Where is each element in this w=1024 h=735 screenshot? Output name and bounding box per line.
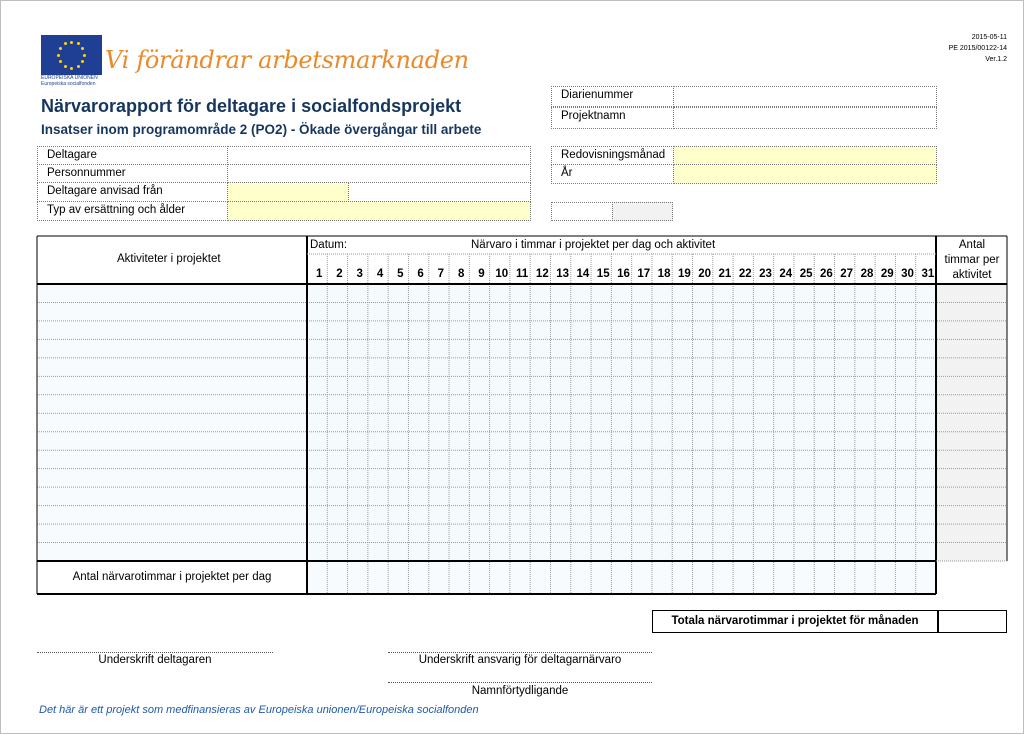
diarienummer-label: Diarienummer [551,86,674,107]
day-number-25: 25 [799,268,813,280]
participant-signature-label: Underskrift deltagaren [98,654,212,666]
projektnamn-label: Projektnamn [551,107,674,129]
eu-star-icon [77,65,80,68]
projektnamn-input[interactable] [673,107,937,129]
document-date: 2015-05-11 [971,34,1007,41]
day-number-14: 14 [576,268,590,280]
day-number-22: 22 [738,268,752,280]
day-number-9: 9 [478,268,485,280]
responsible-signature-line[interactable] [388,652,652,653]
redovisningsmanad-label: Redovisningsmånad [551,146,674,165]
day-number-12: 12 [535,268,549,280]
day-number-18: 18 [657,268,671,280]
total-header-line3: aktivitet [952,269,992,281]
ar-input[interactable] [673,164,937,184]
deltagare-input[interactable] [227,146,531,165]
day-number-16: 16 [617,268,630,280]
eu-star-icon [77,42,80,45]
day-number-17: 17 [637,268,651,280]
page-subtitle: Insatser inom programområde 2 (PO2) - Ökade övergångar till arbete [41,122,482,137]
day-number-11: 11 [515,268,529,280]
extra-field-b[interactable] [612,202,673,221]
day-cells-bg [307,284,936,561]
day-number-21: 21 [718,268,732,280]
day-number-3: 3 [356,268,363,280]
day-number-30: 30 [901,268,914,280]
eu-star-icon [70,41,73,44]
anvisad-label: Deltagare anvisad från [37,182,228,202]
day-number-6: 6 [417,268,424,280]
eu-star-icon [70,67,73,70]
eu-caption-fund: Europeiska socialfonden [41,81,96,87]
ersattning-input[interactable] [227,201,531,221]
responsible-signature-label: Underskrift ansvarig för deltagarnärvaro [418,654,622,666]
sum-row-bg [307,561,936,594]
ersattning-label: Typ av ersättning och ålder [37,201,228,221]
eu-logo-caption [41,75,98,87]
diarienummer-input[interactable] [673,86,937,107]
ar-label: År [551,164,674,184]
anvisad-input[interactable] [227,182,349,202]
sum-row-label: Antal närvarotimmar i projektet per dag [72,571,272,583]
total-header-line2: timmar per [944,254,1000,266]
activity-column-bg [37,284,307,561]
eu-star-icon [81,47,84,50]
personnummer-label: Personnummer [37,164,228,183]
eu-caption-union: EUROPEISKA UNIONEN [41,75,98,81]
participant-signature-line[interactable] [37,652,273,653]
eu-star-icon [57,54,60,57]
day-number-13: 13 [556,268,570,280]
presence-header: Närvaro i timmar i projektet per dag och aktivitet [471,239,716,251]
day-number-2: 2 [336,268,343,280]
extra-field-a[interactable] [551,202,613,221]
day-number-7: 7 [437,268,445,280]
day-number-15: 15 [596,268,610,280]
name-clarification-label: Namnförtydligande [471,685,569,697]
total-header-line1: Antal [958,239,986,251]
total-column-bg [936,284,1007,561]
name-clarification-line[interactable] [388,682,652,683]
activities-header: Aktiviteter i projektet [117,253,221,265]
anvisad-extra[interactable] [348,182,531,202]
deltagare-label: Deltagare [37,146,228,165]
day-number-26: 26 [819,268,833,280]
eu-star-icon [81,60,84,63]
day-number-29: 29 [880,268,894,280]
day-number-23: 23 [759,268,772,280]
slogan: Vi förändrar arbetsmarknaden [105,46,469,74]
day-number-31: 31 [921,268,935,280]
datum-label: Datum: [310,239,348,251]
redovisningsmanad-input[interactable] [673,146,937,165]
page-title: Närvarorapport för deltagare i socialfondsprojekt [41,96,462,116]
month-total-value[interactable] [937,610,1007,633]
day-number-19: 19 [677,268,691,280]
day-number-8: 8 [457,268,465,280]
day-number-20: 20 [698,268,712,280]
day-number-27: 27 [840,268,854,280]
day-number-1: 1 [315,268,323,280]
day-number-28: 28 [860,268,874,280]
cofinancing-footer: Det här är ett projekt som medfinansieras av Europeiska unionen/Europeiska socialfonden [39,704,479,716]
eu-star-icon [64,42,67,45]
document-reference: PE 2015/00122-14 [948,45,1007,52]
day-number-5: 5 [397,268,404,280]
personnummer-input[interactable] [227,164,531,183]
day-number-4: 4 [376,268,384,280]
eu-flag-icon [41,35,102,75]
day-number-24: 24 [779,268,793,280]
day-number-10: 10 [495,268,509,280]
document-version: Ver.1.2 [985,56,1007,63]
eu-star-icon [83,54,86,57]
eu-star-icon [64,65,67,68]
eu-star-icon [59,47,62,50]
total-per-activity-header [938,238,1006,283]
document-meta [949,32,1007,65]
month-total-label: Totala närvarotimmar i projektet för månaden [652,610,938,633]
eu-star-icon [59,60,62,63]
